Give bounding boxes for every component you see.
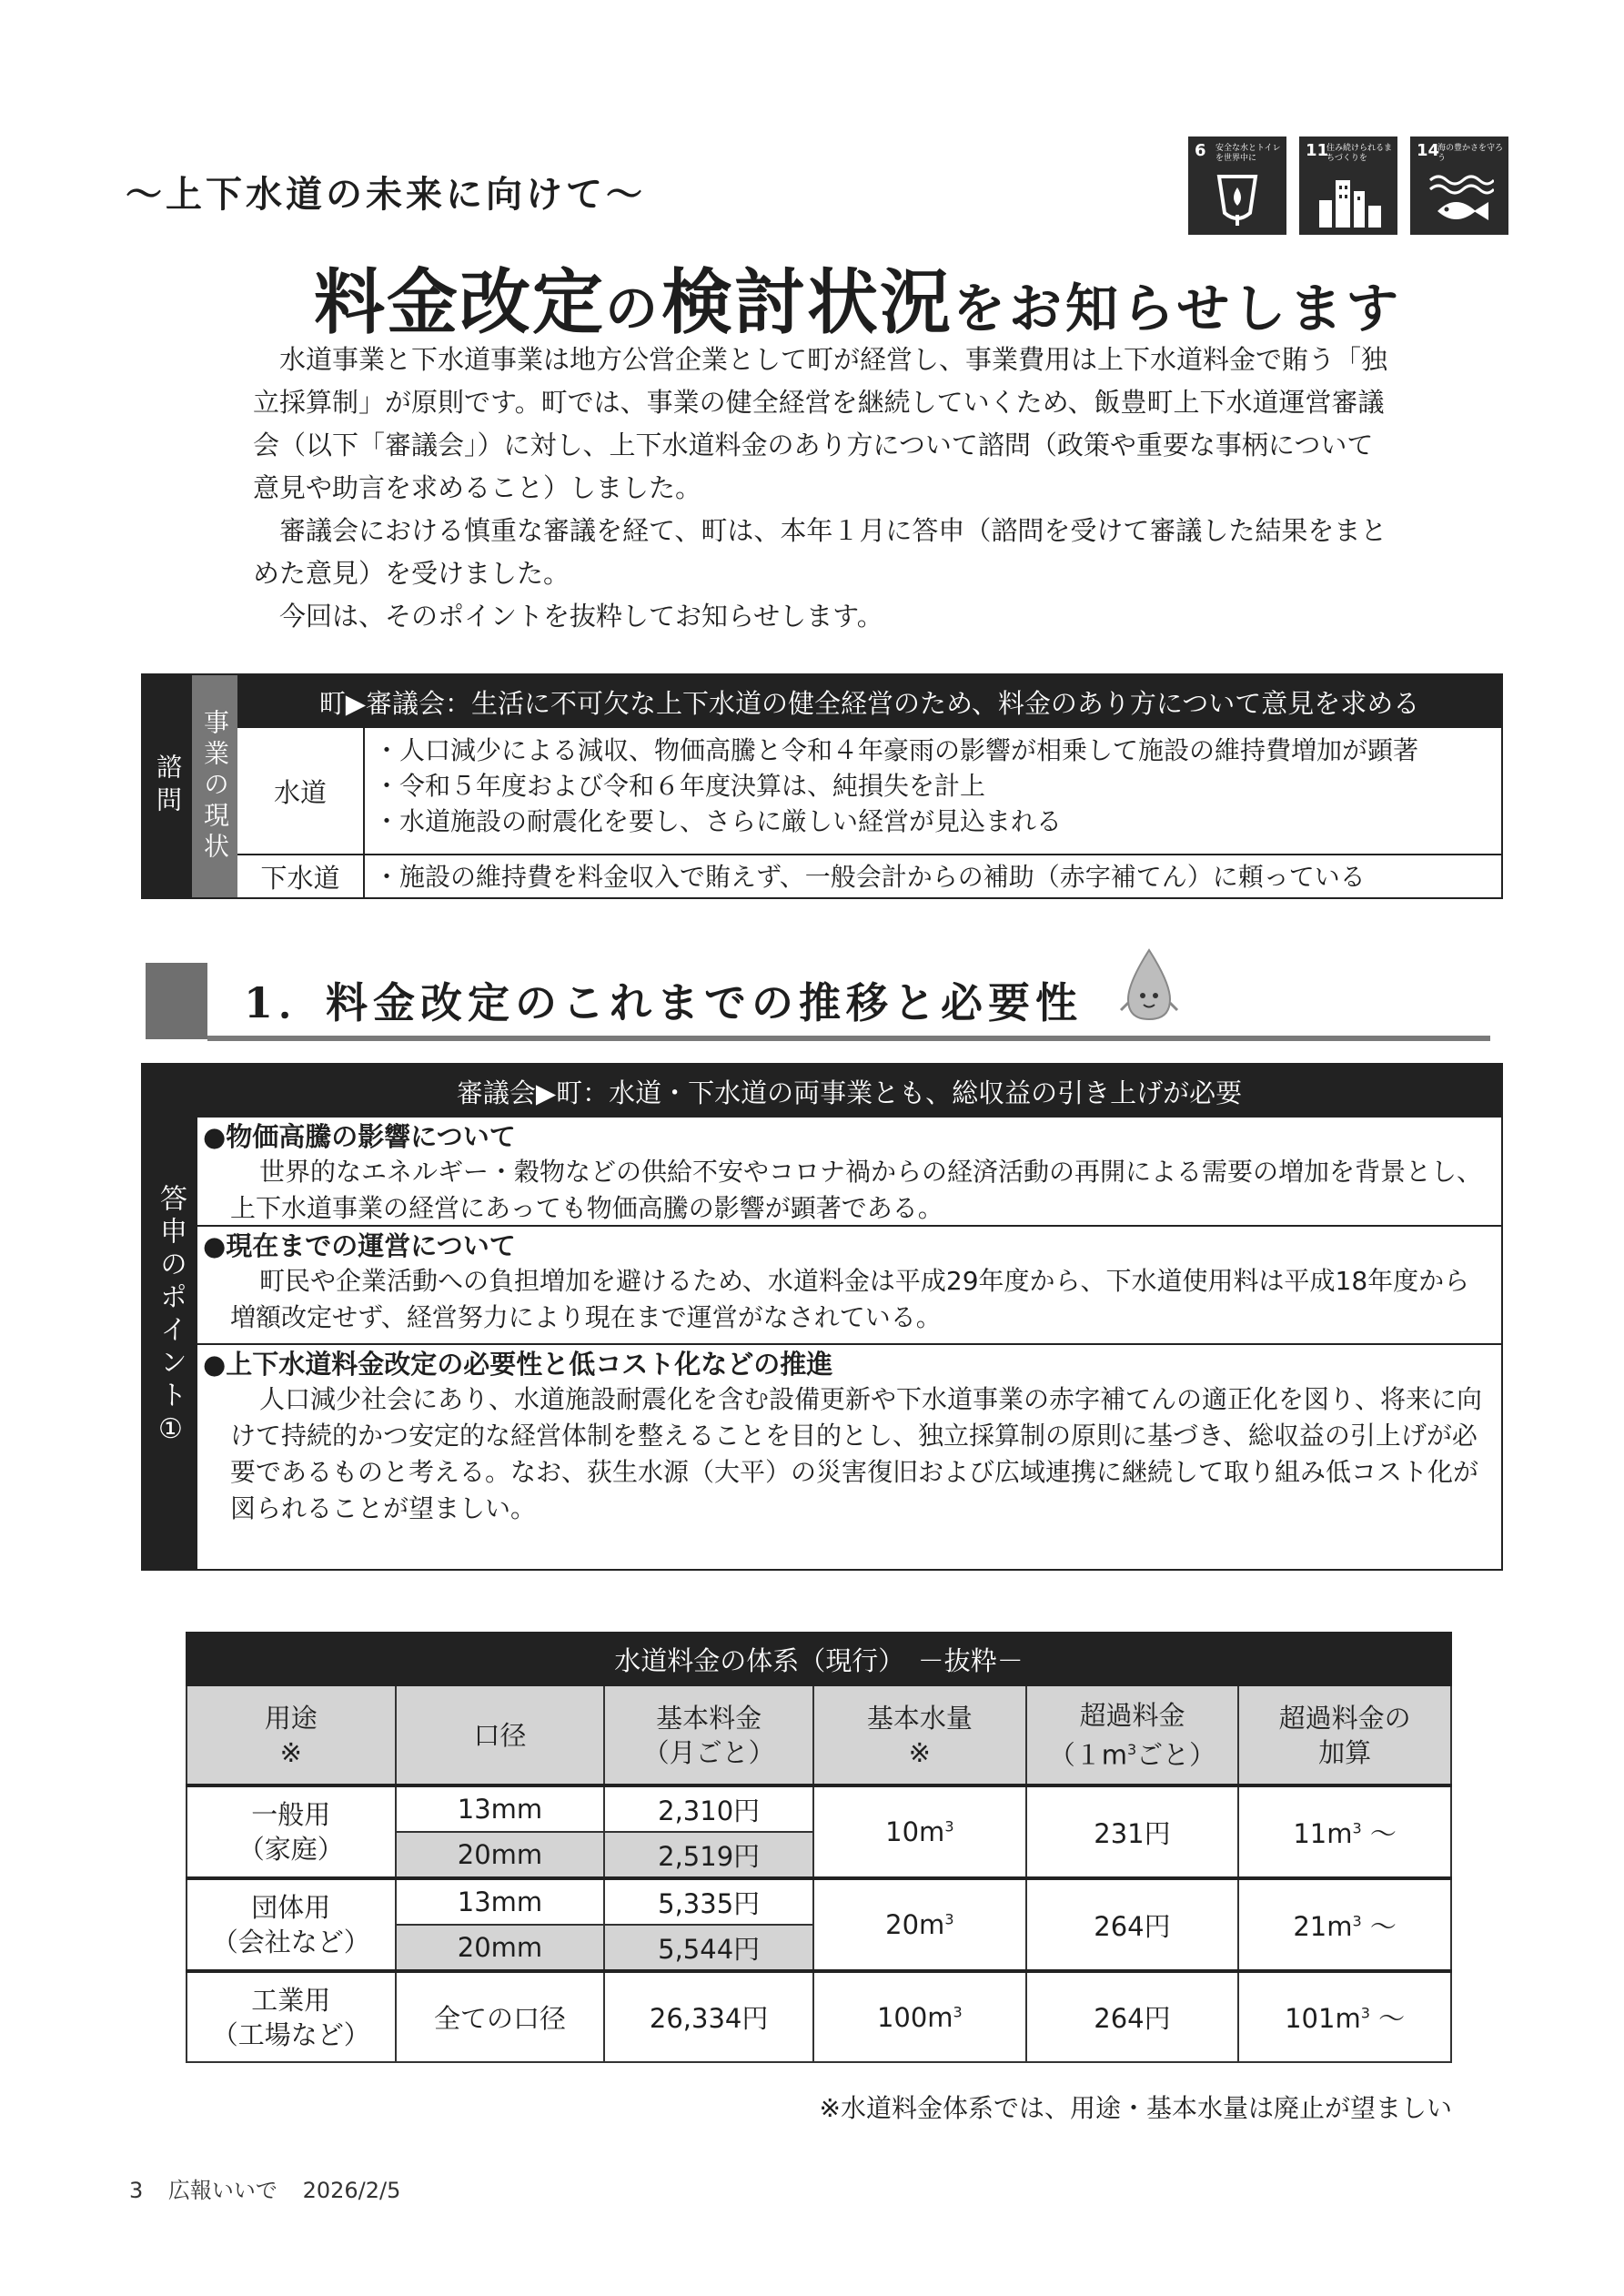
list-item: ・水道施設の耐震化を要し、さらに厳しい経営が見込まれる [374, 806, 1063, 836]
header-diameter: 口径 [396, 1685, 605, 1785]
fish-waves-icon [1428, 173, 1494, 228]
title-part1: 料金改定 [314, 261, 606, 344]
table-caption: 水道料金の体系（現行） －抜粋－ [187, 1633, 1451, 1685]
report-point [203, 1229, 1487, 1336]
consultation-heading: 町▶審議会：生活に不可欠な上下水道の健全経営のため、料金のあり方について意見を求める [237, 675, 1501, 728]
header-base-volume: 基本水量 ※ [813, 1685, 1026, 1785]
sdg-6-icon [1188, 137, 1286, 235]
publication-name: 広報いいで [167, 2178, 277, 2203]
diameter-cell: 13mm [396, 1785, 605, 1832]
page-title [314, 246, 1524, 348]
report-points-label: 答申のポイント① [143, 1065, 197, 1569]
intro-text [253, 339, 1390, 638]
excess-fee-cell: 264円 [1026, 1878, 1239, 1971]
fee-cell: 5,335円 [604, 1878, 813, 1925]
report-point-title: ●物価高騰の影響について [203, 1121, 516, 1152]
divider [197, 1343, 1501, 1345]
report-point-body: 町民や企業活動への負担増加を避けるため、水道料金は平成29年度から、下水道使用料は平成18年度から増額改定せず、経営努力により現在まで運営がなされている。 [230, 1266, 1470, 1332]
sdg-label: 安全な水とトイレを世界中に [1215, 144, 1281, 163]
divider [197, 1225, 1501, 1227]
table-row [187, 1971, 1451, 2062]
page-number: 3 [129, 2178, 144, 2203]
title-part2: の [605, 278, 662, 339]
water-status-list [374, 733, 1492, 839]
report-point-title: ●上下水道料金改定の必要性と低コスト化などの推進 [203, 1349, 833, 1380]
intro-paragraph-1: 水道事業と下水道事業は地方公営企業として町が経営し、事業費用は上下水道料金で賄う「独立採算制」が原則です。町では、事業の健全経営を継続していくため、飯豊町上下水道運営審議会（以下「審議会」）に対し、上下水道料金のあり方について諮問（政策や重要な事柄について意見や助言を求めること）しました。 [253, 344, 1388, 503]
excess-start-cell: $101m^3$ 〜 [1238, 1971, 1451, 2062]
list-item: ・人口減少による減収、物価高騰と令和４年豪雨の影響が相乗して施設の維持費増加が顕著 [374, 735, 1419, 765]
report-points-box [141, 1063, 1503, 1571]
report-point-body: 人口減少社会にあり、水道施設耐震化を含む設備更新や下水道事業の赤字補てんの適正化を図り、将来に向けて持続的かつ安定的な経営体制を整えることを目的とし、独立採算制の原則に基づき、総収益の引上げが必要であるものと考える。なお、荻生水源（大平）の災害復旧および広域連携に継続して取り組み低コスト化が図られることが望ましい。 [230, 1384, 1483, 1523]
page-footer [129, 2172, 419, 2204]
use-group: 団体用 （会社など） [187, 1878, 396, 1971]
subtitle: 〜上下水道の未来に向けて〜 [126, 173, 646, 216]
report-heading: 審議会▶町：水道・下水道の両事業とも、総収益の引き上げが必要 [197, 1065, 1501, 1118]
excess-fee-cell: 231円 [1026, 1785, 1239, 1878]
sdg-label: 住み続けられるまちづくりを [1326, 144, 1393, 163]
report-point [203, 1119, 1487, 1227]
publication-date: 2026/2/5 [302, 2178, 401, 2203]
water-drop-mascot-icon [1117, 948, 1181, 1023]
diameter-cell: 13mm [396, 1878, 605, 1925]
sdg-number: 14 [1417, 141, 1440, 160]
report-point-title: ●現在までの運営について [203, 1230, 516, 1261]
header-base-fee: 基本料金 （月ごと） [604, 1685, 813, 1785]
intro-paragraph-3: 今回は、そのポイントを抜粋してお知らせします。 [279, 601, 883, 632]
table-row [187, 1878, 1451, 1925]
consultation-label: 諮問 [143, 675, 192, 897]
fee-cell: 5,544円 [604, 1925, 813, 1971]
sdg-number: 11 [1306, 141, 1329, 160]
section-underline [207, 1036, 1490, 1041]
consultation-box [141, 673, 1503, 899]
excess-fee-cell: 264円 [1026, 1971, 1239, 2062]
section-marker [146, 963, 207, 1039]
fee-cell: 2,519円 [604, 1832, 813, 1878]
fee-cell: 26,334円 [604, 1971, 813, 2062]
water-drop-glass-icon [1206, 173, 1268, 228]
sdg-number: 6 [1195, 141, 1206, 160]
section-1-title: 1．料金改定のこれまでの推移と必要性 [244, 978, 1084, 1027]
header-excess-fee: 超過料金 （$1m^3$ごと） [1026, 1685, 1239, 1785]
city-buildings-icon [1317, 173, 1383, 229]
water-rate-table [186, 1632, 1452, 2063]
sewer-status: ・施設の維持費を料金収入で賄えず、一般会計からの補助（赤字補てん）に頼っている [374, 862, 1366, 892]
header-excess-start: 超過料金の 加算 [1238, 1685, 1451, 1785]
title-part3: 検討状況 [661, 261, 953, 344]
volume-cell: $20m^3$ [813, 1878, 1026, 1971]
excess-start-cell: $21m^3$ 〜 [1238, 1878, 1451, 1971]
list-item: ・令和５年度および令和６年度決算は、純損失を計上 [374, 771, 986, 801]
table-footnote: ※水道料金体系では、用途・基本水量は廃止が望ましい [819, 2093, 1452, 2123]
water-category: 水道 [237, 728, 365, 854]
diameter-cell: 20mm [396, 1925, 605, 1971]
intro-paragraph-2: 審議会における慎重な審議を経て、町は、本年１月に答申（諮問を受けて審議した結果をまとめた意見）を受けました。 [253, 515, 1387, 589]
diameter-cell: 20mm [396, 1832, 605, 1878]
divider [237, 854, 1501, 855]
sewer-category: 下水道 [237, 855, 365, 897]
report-point-body: 世界的なエネルギー・穀物などの供給不安やコロナ禍からの経済活動の再開による需要の増加を背景とし、上下水道事業の経営にあっても物価高騰の影響が顕著である。 [230, 1157, 1483, 1223]
header-use: 用途 ※ [187, 1685, 396, 1785]
diameter-cell: 全ての口径 [396, 1971, 605, 2062]
sdg-14-icon [1410, 137, 1508, 235]
volume-cell: $10m^3$ [813, 1785, 1026, 1878]
report-point [203, 1347, 1487, 1527]
use-industry: 工業用 （工場など） [187, 1971, 396, 2062]
excess-start-cell: $11m^3$ 〜 [1238, 1785, 1451, 1878]
title-part4: をお知らせします [953, 278, 1403, 339]
current-status-label: 事業の現状 [192, 675, 237, 897]
sdg-icons [1188, 137, 1508, 235]
sdg-label: 海の豊かさを守ろう [1437, 144, 1504, 163]
volume-cell: $100m^3$ [813, 1971, 1026, 2062]
use-general: 一般用 （家庭） [187, 1785, 396, 1878]
fee-cell: 2,310円 [604, 1785, 813, 1832]
sdg-11-icon [1299, 137, 1397, 235]
table-row [187, 1785, 1451, 1832]
